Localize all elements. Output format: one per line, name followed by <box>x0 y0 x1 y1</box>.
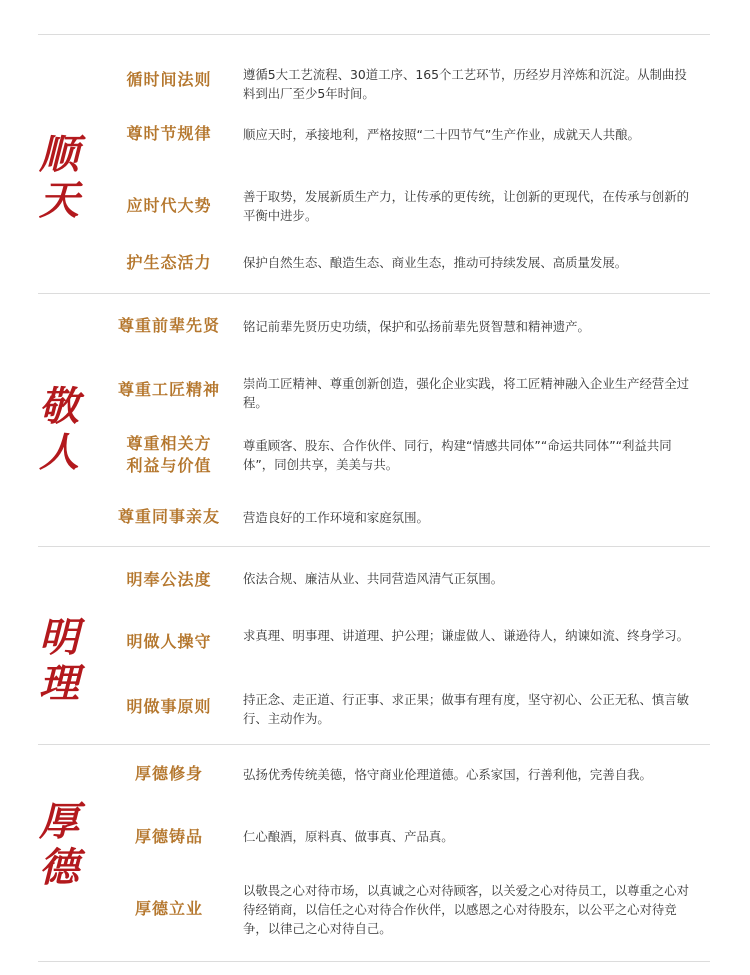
item-description: 持正念、走正道、行正事、求正果；做事有理有度，坚守初心、公正无私、慎言敏行、主动作为。 <box>243 692 690 726</box>
item-description: 依法合规、廉洁从业、共同营造风清气正氛围。 <box>243 571 504 586</box>
item-label: 尊重前辈先贤 <box>117 316 220 335</box>
item-description: 顺应天时，承接地利，严格按照“二十四节气”生产作业，成就天人共酿。 <box>243 127 640 142</box>
item-label: 循时间法则 <box>126 70 212 89</box>
item-description: 弘扬优秀传统美德，恪守商业伦理道德。心系家国，行善利他，完善自我。 <box>243 767 652 782</box>
item-label: 应时代大势 <box>126 196 212 215</box>
section-heading <box>24 132 94 224</box>
item-label: 明做人操守 <box>126 632 212 651</box>
section-mingli <box>0 547 750 744</box>
item-label: 尊重同事亲友 <box>117 507 220 526</box>
item-label: 尊重相关方 利益与价值 <box>126 434 212 475</box>
item-label: 厚德铸品 <box>134 827 203 846</box>
divider <box>38 961 710 962</box>
heading-char: 敬 <box>39 383 79 430</box>
section-heading <box>24 799 94 891</box>
heading-char: 厚 <box>39 798 79 845</box>
item-label: 厚德修身 <box>134 764 203 783</box>
item-description: 铭记前辈先贤历史功绩，保护和弘扬前辈先贤智慧和精神遗产。 <box>243 319 590 334</box>
item-label: 尊重工匠精神 <box>117 380 220 399</box>
item-description: 善于取势，发展新质生产力，让传承的更传统，让创新的更现代，在传承与创新的平衡中进步。 <box>243 189 690 223</box>
item-description: 遵循5大工艺流程、30道工序、165个工艺环节，历经岁月淬炼和沉淀。从制曲投料到出厂至少5年时间。 <box>243 67 687 101</box>
item-label: 明奉公法度 <box>126 570 212 589</box>
item-label: 明做事原则 <box>126 697 212 716</box>
heading-char: 理 <box>39 660 79 707</box>
item-description: 尊重顾客、股东、合作伙伴、同行，构建“情感共同体”“命运共同体”“利益共同体”，同创共享，美美与共。 <box>243 438 672 472</box>
heading-char: 顺 <box>39 131 79 178</box>
heading-char: 德 <box>39 844 79 891</box>
item-description: 以敬畏之心对待市场，以真诚之心对待顾客，以关爱之心对待员工，以尊重之心对待经销商，以信任之心对待合作伙伴，以感恩之心对待股东，以公平之心对待竞争，以律己之心对待自己。 <box>243 883 690 936</box>
section-houde <box>0 745 750 961</box>
item-label: 护生态活力 <box>126 253 212 272</box>
section-shuntian <box>0 35 750 293</box>
section-heading <box>24 615 94 707</box>
item-description: 营造良好的工作环境和家庭氛围。 <box>243 510 429 525</box>
item-description: 保护自然生态、酿造生态、商业生态，推动可持续发展、高质量发展。 <box>243 255 628 270</box>
section-heading <box>24 384 94 476</box>
heading-char: 天 <box>39 177 79 224</box>
item-description: 求真理、明事理、讲道理、护公理；谦虚做人、谦逊待人，纳谏如流、终身学习。 <box>243 628 690 643</box>
item-label: 厚德立业 <box>134 899 203 918</box>
item-description: 仁心酿酒，原料真、做事真、产品真。 <box>243 829 454 844</box>
item-description: 崇尚工匠精神、尊重创新创造，强化企业实践，将工匠精神融入企业生产经营全过程。 <box>243 376 690 410</box>
section-jingren <box>0 294 750 546</box>
heading-char: 明 <box>39 614 79 661</box>
heading-char: 人 <box>39 429 79 476</box>
item-label: 尊时节规律 <box>126 124 212 143</box>
